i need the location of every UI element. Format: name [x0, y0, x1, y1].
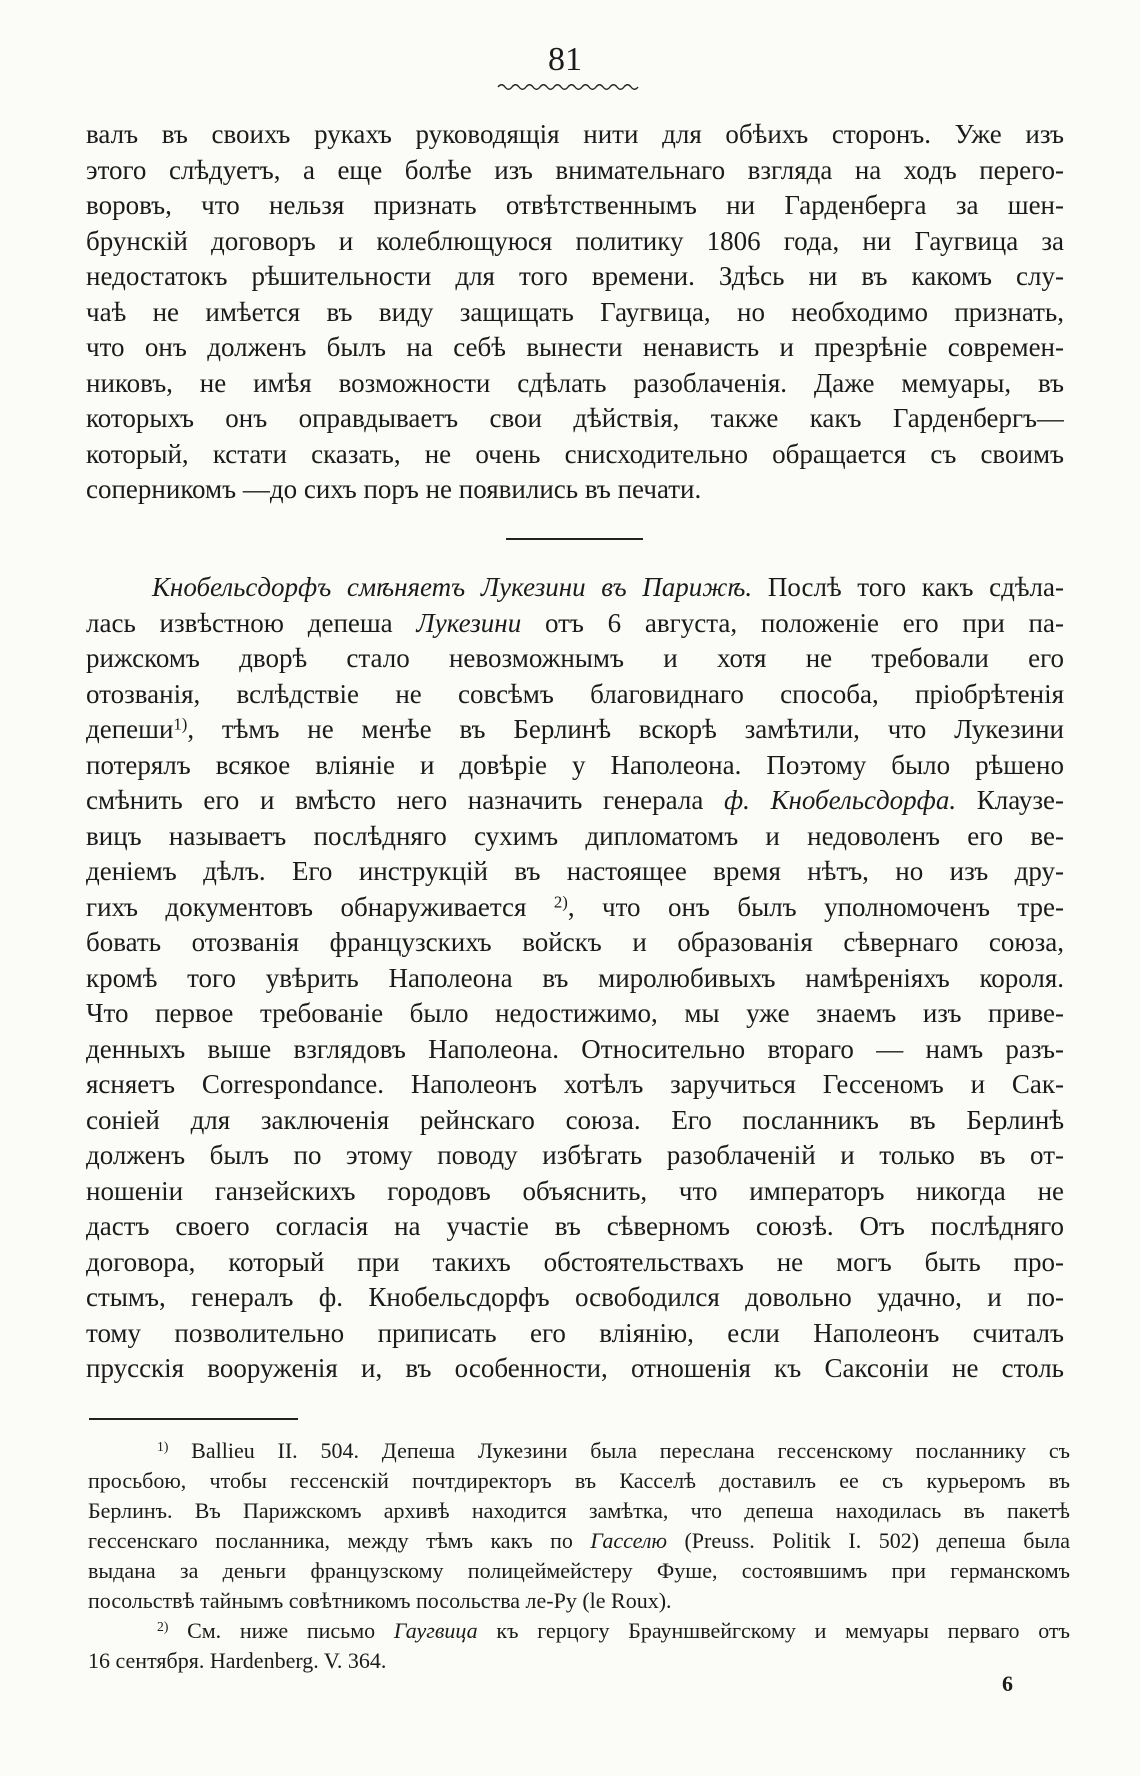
- text-line: рижскомъ дворѣ стало невозможнымъ и хотя не требовали его: [86, 643, 1064, 673]
- footnote-reference: 1): [157, 1439, 169, 1455]
- text-line: Берлинъ. Въ Парижскомъ архивѣ находится замѣтка, что депеша находилась въ пакетѣ: [88, 1498, 1070, 1523]
- footnote-1: [88, 1436, 1070, 1616]
- text-run: гихъ документовъ обнаруживается: [86, 891, 554, 922]
- footnote-reference: 1): [173, 714, 188, 734]
- text-line: брунскій договоръ и колеблющуюся политику 1806 года, ни Гаугвица за: [86, 225, 1064, 256]
- text-line: ясняетъ Correspondance. Наполеонъ хотѣлъ заручиться Гессеномъ и Сак-: [86, 1069, 1064, 1099]
- italic-text: Лукезини: [416, 607, 522, 638]
- italic-text: Гасселю: [590, 1528, 667, 1553]
- text-line: [88, 1616, 1070, 1646]
- text-run: , тѣмъ не менѣе въ Берлинѣ вскорѣ замѣтили, что Лукезини: [187, 714, 1064, 744]
- text-line: этого слѣдуетъ, а еще болѣе изъ внимательнаго взгляда на ходъ перего-: [86, 154, 1064, 185]
- text-run: депеши: [86, 714, 174, 744]
- text-line: вицъ называетъ послѣдняго сухимъ дипломатомъ и недоволенъ его ве-: [86, 820, 1064, 851]
- text-line: просьбою, чтобы гессенскій почтдиректоръ въ Касселѣ доставилъ ее съ курьеромъ въ: [88, 1468, 1070, 1493]
- paragraph-continued: [86, 117, 1064, 508]
- text-run: лась извѣстною депеша: [86, 607, 417, 638]
- text-line: бовать отозванія французскихъ войскъ и образованія сѣвернаго союза,: [86, 927, 1064, 957]
- text-line: что онъ долженъ былъ на себѣ вынести ненависть и презрѣніе современ-: [86, 332, 1064, 362]
- text-line: который, кстати сказать, не очень снисходительно обращается съ своимъ: [86, 438, 1064, 469]
- text-run: къ герцогу Брауншвейгскому и мемуары перваго отъ: [477, 1618, 1070, 1643]
- text-line: кромѣ того увѣрить Наполеона въ миролюбивыхъ намѣреніяхъ короля.: [86, 962, 1064, 993]
- footnote-separator-rule: [89, 1418, 298, 1420]
- text-line: деніемъ дѣлъ. Его инструкцій въ настоящее время нѣтъ, но изъ дру-: [86, 856, 1064, 886]
- text-line: дастъ своего согласія на участіе въ сѣверномъ союзѣ. Отъ послѣдняго: [86, 1211, 1064, 1241]
- text-line: [86, 783, 1064, 819]
- section-divider-rule: [506, 538, 643, 540]
- text-line: соніей для заключенія рейнскаго союза. Его посланникъ въ Берлинѣ: [86, 1104, 1064, 1135]
- footnote-reference: 2): [553, 892, 568, 912]
- text-line: чаѣ не имѣется въ виду защищать Гаугвица, но необходимо признать,: [86, 296, 1064, 327]
- text-line: денныхъ выше взглядовъ Наполеона. Относительно втораго — намъ разъ-: [86, 1033, 1064, 1064]
- text-line: [86, 570, 1064, 606]
- text-line: Что первое требованіе было недостижимо, мы уже знаемъ изъ приве-: [86, 998, 1064, 1028]
- text-line: никовъ, не имѣя возможности сдѣлать разоблаченія. Даже мемуары, въ: [86, 367, 1064, 398]
- wavy-ornament-line: [498, 85, 638, 90]
- text-run: Послѣ того какъ сдѣла-: [752, 572, 1064, 602]
- page-number: 81: [548, 41, 582, 78]
- text-line: [88, 1526, 1070, 1556]
- wavy-ornament-rule: [498, 82, 638, 92]
- text-line: выдана за деньги французскому полицеймейстеру Фуше, состоявшимъ при германскомъ: [88, 1558, 1070, 1583]
- text-line: 16 сентября. Hardenberg. V. 364.: [88, 1648, 387, 1673]
- text-line: прусскія вооруженія и, въ особенности, отношенія къ Саксоніи не столь: [86, 1353, 1064, 1383]
- text-line: тому позволительно приписать его вліянію, если Наполеонъ считалъ: [86, 1317, 1064, 1348]
- italic-text: ф. Кнобельсдорфа.: [724, 785, 957, 815]
- text-line: ношеніи ганзейскихъ городовъ объяснить, что императоръ никогда не: [86, 1175, 1064, 1206]
- paragraph-knobelsdorf-section: [86, 570, 1064, 1387]
- text-line: потерялъ всякое вліяніе и довѣріе у Наполеона. Поэтому было рѣшено: [86, 749, 1064, 780]
- printer-signature-mark: 6: [1002, 1671, 1013, 1696]
- text-line: [86, 890, 1064, 926]
- text-line: [86, 606, 1064, 642]
- text-run: См. ниже письмо: [168, 1618, 394, 1643]
- text-line: воровъ, что нельзя признать отвѣтственнымъ ни Гарденберга за шен-: [86, 190, 1064, 220]
- text-line: которыхъ онъ оправдываетъ свои дѣйствія, также какъ Гарденбергъ—: [86, 403, 1064, 433]
- text-line: стымъ, генералъ ф. Кнобельсдорфъ освободился довольно удачно, и по-: [86, 1282, 1064, 1312]
- text-run: (Preuss. Politik I. 502) депеша была: [666, 1528, 1070, 1553]
- text-run: отъ 6 августа, положеніе его при па-: [521, 607, 1064, 638]
- text-run: Ballieu II. 504. Депеша Лукезини была переслана гессенскому посланнику съ: [168, 1438, 1070, 1463]
- text-line: посольствѣ тайнымъ совѣтникомъ посольства ле-Ру (le Roux).: [88, 1588, 672, 1613]
- text-run: Клаузе-: [956, 785, 1064, 815]
- text-line: договора, который при такихъ обстоятельствахъ не могъ быть про-: [86, 1246, 1064, 1277]
- italic-text: Гаугвица: [393, 1618, 478, 1643]
- italic-text: Кнобельсдорфъ смѣняетъ Лукезини въ Парижѣ.: [152, 572, 753, 602]
- text-line: отозванія, вслѣдствіе не совсѣмъ благовиднаго способа, пріобрѣтенія: [86, 678, 1064, 709]
- text-run: смѣнить его и вмѣсто него назначить генерала: [86, 785, 724, 815]
- text-line: валъ въ своихъ рукахъ руководящія нити для обѣихъ сторонъ. Уже изъ: [86, 119, 1064, 149]
- footnote-2: [88, 1616, 1070, 1676]
- text-line: долженъ былъ по этому поводу избѣгать разоблаченій и только въ от-: [86, 1140, 1064, 1170]
- text-run: гессенскаго посланника, между тѣмъ какъ по: [88, 1528, 591, 1553]
- text-line: [88, 1436, 1070, 1466]
- text-line: недостатокъ рѣшительности для того времени. Здѣсь ни въ какомъ слу-: [86, 261, 1064, 291]
- footnote-reference: 2): [157, 1619, 169, 1635]
- text-line: соперникомъ —до сихъ поръ не появились въ печати.: [86, 474, 702, 504]
- text-run: , что онъ былъ уполномоченъ тре-: [567, 891, 1064, 922]
- text-line: [86, 712, 1064, 748]
